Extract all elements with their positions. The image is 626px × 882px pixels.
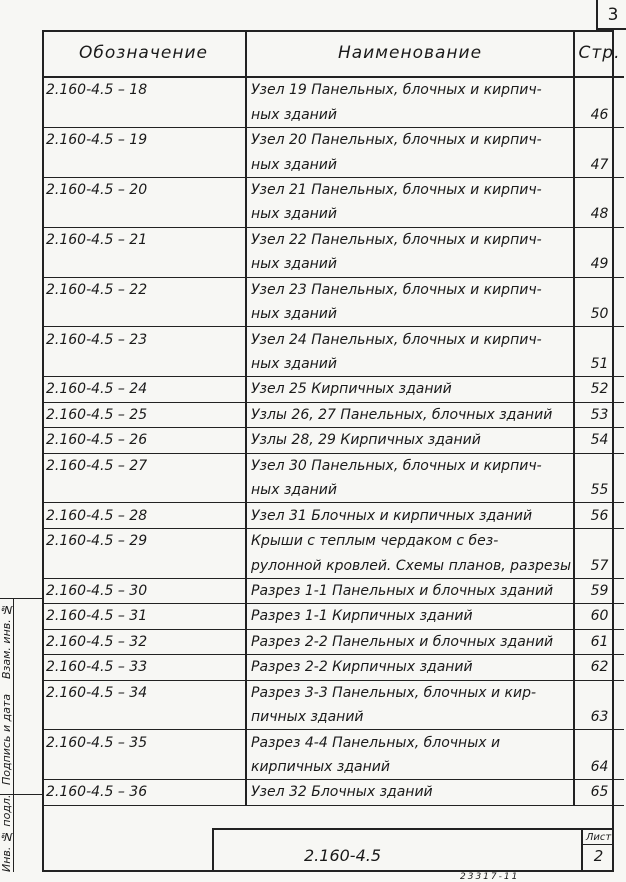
table-row: [42, 553, 624, 578]
designation-cell: [42, 102, 246, 127]
designation-cell: 2.160-4.5 – 36: [42, 780, 246, 805]
page-cell: [574, 453, 624, 478]
designation-cell: 2.160-4.5 – 21: [42, 227, 246, 252]
designation-cell: [42, 152, 246, 177]
table-row: [42, 428, 624, 453]
replacement-inventory-label: Взам. инв. №: [0, 602, 13, 680]
sheet-cell: [581, 830, 614, 872]
designation-cell: 2.160-4.5 – 33: [42, 655, 246, 680]
designation-cell: 2.160-4.5 – 30: [42, 578, 246, 603]
designation-cell: [42, 252, 246, 277]
page-number: 3: [596, 0, 626, 30]
page-cell: 47: [574, 152, 624, 177]
name-cell: ных зданий: [246, 102, 574, 127]
designation-cell: 2.160-4.5 – 28: [42, 503, 246, 528]
name-cell: ных зданий: [246, 252, 574, 277]
name-cell: Узел 22 Панельных, блочных и кирпич-: [246, 227, 574, 252]
name-cell: Разрез 1-1 Панельных и блочных зданий: [246, 578, 574, 603]
page-cell: 51: [574, 352, 624, 377]
sheet-number: 2: [593, 847, 604, 865]
page-cell: 64: [574, 755, 624, 780]
page-cell: 57: [574, 553, 624, 578]
table-row: [42, 730, 624, 755]
designation-cell: 2.160-4.5 – 31: [42, 604, 246, 629]
page-cell: 46: [574, 102, 624, 127]
page-cell: 65: [574, 780, 624, 805]
designation-cell: 2.160-4.5 – 22: [42, 277, 246, 302]
designation-cell: 2.160-4.5 – 26: [42, 428, 246, 453]
designation-cell: 2.160-4.5 – 27: [42, 453, 246, 478]
table-row: [42, 77, 624, 102]
page-cell: [574, 227, 624, 252]
name-cell: Узел 24 Панельных, блочных и кирпич-: [246, 327, 574, 352]
table-row: [42, 127, 624, 152]
name-cell: Узел 23 Панельных, блочных и кирпич-: [246, 277, 574, 302]
name-cell: ных зданий: [246, 302, 574, 327]
table-row: [42, 680, 624, 705]
page-cell: 61: [574, 629, 624, 654]
page-cell: 59: [574, 578, 624, 603]
table-row: [42, 377, 624, 402]
table-row: [42, 227, 624, 252]
table-row: [42, 755, 624, 780]
designation-cell: [42, 302, 246, 327]
table-row: [42, 252, 624, 277]
name-cell: Крыши с теплым чердаком с без-: [246, 528, 574, 553]
page-cell: [574, 528, 624, 553]
name-cell: Разрез 3-3 Панельных, блочных и кир-: [246, 680, 574, 705]
document-designation: 2.160-4.5: [304, 846, 382, 865]
page-cell: 55: [574, 478, 624, 503]
name-cell: ных зданий: [246, 202, 574, 227]
table-row: [42, 503, 624, 528]
name-cell: Узел 30 Панельных, блочных и кирпич-: [246, 453, 574, 478]
name-cell: Разрез 2-2 Кирпичных зданий: [246, 655, 574, 680]
table-row: [42, 277, 624, 302]
page-cell: 54: [574, 428, 624, 453]
name-cell: Узлы 28, 29 Кирпичных зданий: [246, 428, 574, 453]
sheet-label: Лист: [583, 831, 614, 845]
designation-cell: 2.160-4.5 – 29: [42, 528, 246, 553]
table-row: [42, 604, 624, 629]
table-row: [42, 780, 624, 805]
designation-cell: 2.160-4.5 – 32: [42, 629, 246, 654]
name-cell: Разрез 1-1 Кирпичных зданий: [246, 604, 574, 629]
page-cell: [574, 127, 624, 152]
name-cell: рулонной кровлей. Схемы планов, разрезы: [246, 553, 574, 578]
name-cell: Узлы 26, 27 Панельных, блочных зданий: [246, 402, 574, 427]
title-block: [212, 828, 614, 872]
name-cell: Узел 32 Блочных зданий: [246, 780, 574, 805]
page-cell: [574, 277, 624, 302]
name-cell: Разрез 2-2 Панельных и блочных зданий: [246, 629, 574, 654]
header-page: Стр.: [574, 30, 624, 77]
page-cell: 53: [574, 402, 624, 427]
table-row: [42, 302, 624, 327]
contents-table: [42, 30, 624, 806]
name-cell: Узел 31 Блочных и кирпичных зданий: [246, 503, 574, 528]
table-row: [42, 152, 624, 177]
page-cell: [574, 327, 624, 352]
table-row: [42, 528, 624, 553]
designation-cell: [42, 705, 246, 730]
designation-cell: 2.160-4.5 – 24: [42, 377, 246, 402]
page-cell: 52: [574, 377, 624, 402]
table-row: [42, 327, 624, 352]
name-cell: Разрез 4-4 Панельных, блочных и: [246, 730, 574, 755]
table-row: [42, 705, 624, 730]
name-cell: ных зданий: [246, 352, 574, 377]
page-cell: 62: [574, 655, 624, 680]
table-row: [42, 453, 624, 478]
designation-cell: [42, 352, 246, 377]
page-cell: 48: [574, 202, 624, 227]
name-cell: Узел 25 Кирпичных зданий: [246, 377, 574, 402]
designation-cell: 2.160-4.5 – 23: [42, 327, 246, 352]
inventory-number-label: Инв. № подл.: [0, 794, 13, 872]
page-cell: [574, 177, 624, 202]
table-row: [42, 402, 624, 427]
table-row: [42, 655, 624, 680]
designation-cell: 2.160-4.5 – 35: [42, 730, 246, 755]
table-body: [42, 77, 624, 805]
side-stamp-strip: [0, 598, 42, 872]
signature-date-label: Подпись и дата: [0, 693, 13, 785]
name-cell: кирпичных зданий: [246, 755, 574, 780]
designation-cell: 2.160-4.5 – 34: [42, 680, 246, 705]
page-cell: [574, 77, 624, 102]
page-cell: [574, 680, 624, 705]
name-cell: ных зданий: [246, 152, 574, 177]
name-cell: Узел 19 Панельных, блочных и кирпич-: [246, 77, 574, 102]
name-cell: пичных зданий: [246, 705, 574, 730]
archive-number: 23317-11: [460, 872, 520, 882]
page-cell: [574, 730, 624, 755]
page-cell: 63: [574, 705, 624, 730]
table-row: [42, 202, 624, 227]
designation-cell: 2.160-4.5 – 25: [42, 402, 246, 427]
designation-cell: [42, 478, 246, 503]
page-cell: 50: [574, 302, 624, 327]
name-cell: ных зданий: [246, 478, 574, 503]
name-cell: Узел 21 Панельных, блочных и кирпич-: [246, 177, 574, 202]
table-row: [42, 352, 624, 377]
table-row: [42, 578, 624, 603]
page-cell: 56: [574, 503, 624, 528]
header-designation: Обозначение: [42, 30, 246, 77]
page-cell: 49: [574, 252, 624, 277]
designation-cell: [42, 553, 246, 578]
name-cell: Узел 20 Панельных, блочных и кирпич-: [246, 127, 574, 152]
designation-cell: [42, 755, 246, 780]
page-cell: 60: [574, 604, 624, 629]
designation-cell: 2.160-4.5 – 19: [42, 127, 246, 152]
table-row: [42, 629, 624, 654]
table-row: [42, 478, 624, 503]
table-row: [42, 102, 624, 127]
table-header: [42, 30, 624, 77]
table-row: [42, 177, 624, 202]
designation-cell: [42, 202, 246, 227]
header-name: Наименование: [246, 30, 574, 77]
designation-cell: 2.160-4.5 – 20: [42, 177, 246, 202]
designation-cell: 2.160-4.5 – 18: [42, 77, 246, 102]
